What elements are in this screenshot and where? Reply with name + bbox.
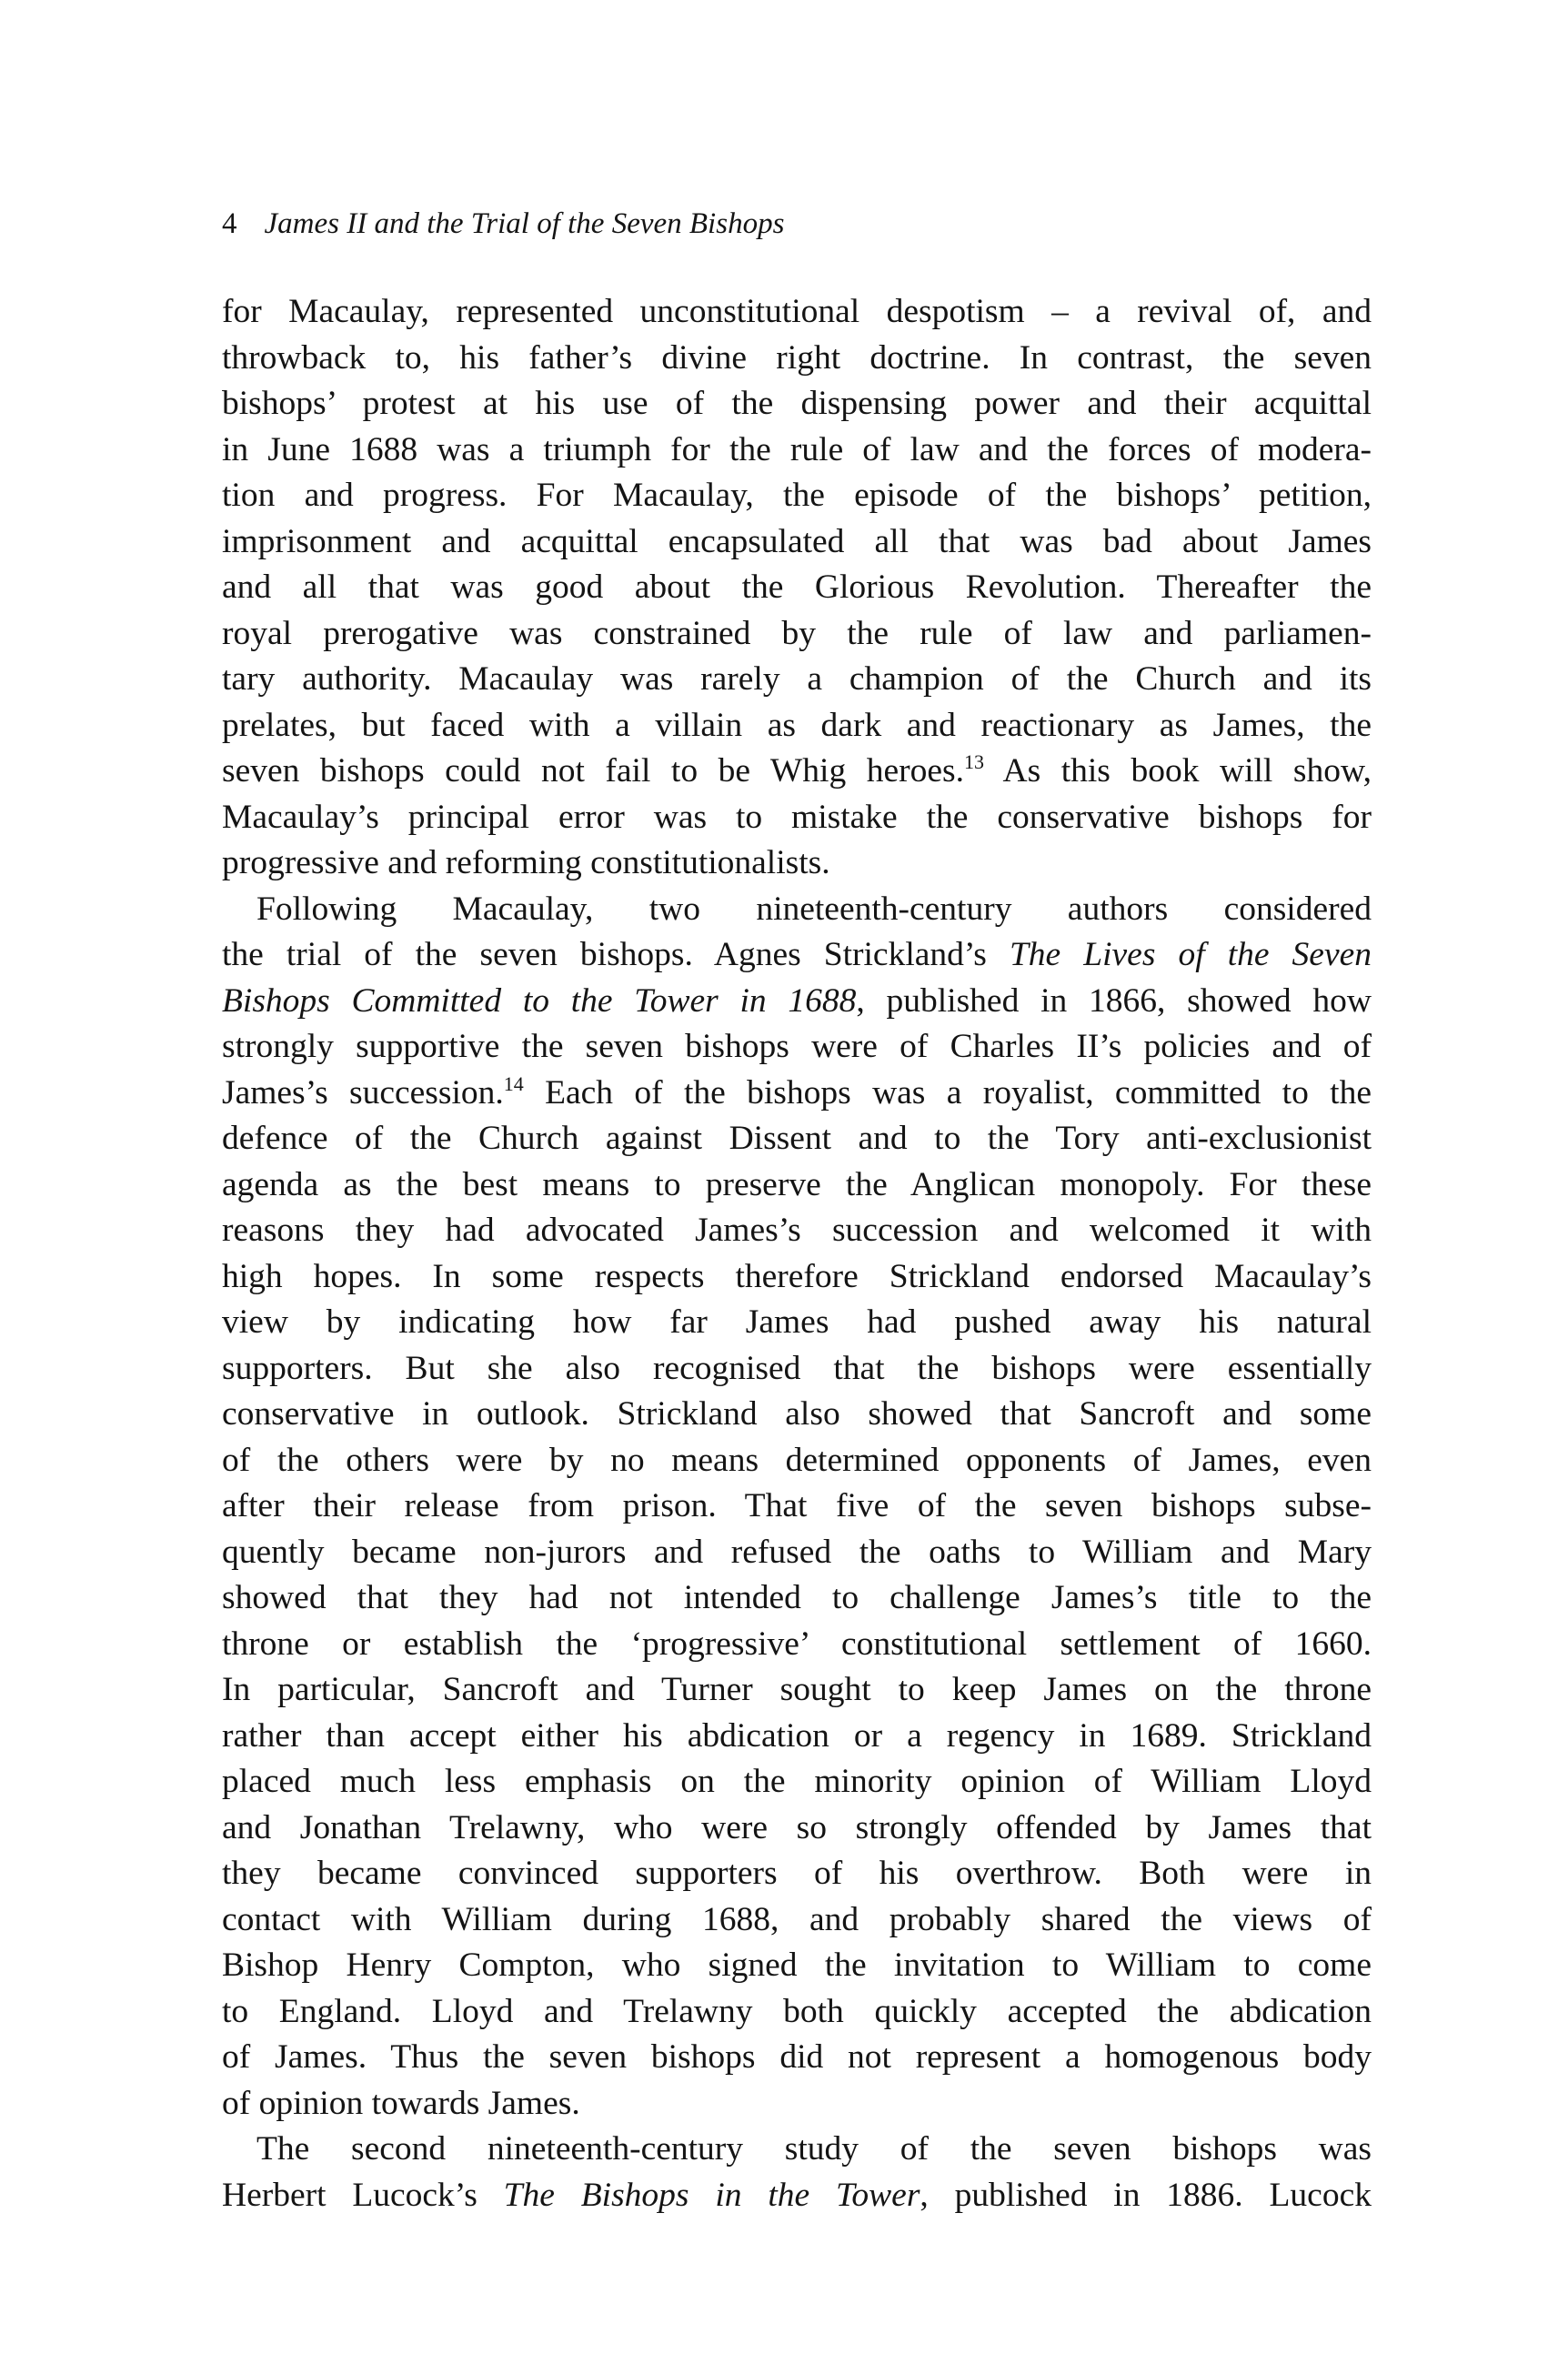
text-segment: seven bishops could not fail to be Whig heroes. [222, 752, 965, 790]
body-text [222, 289, 1372, 2218]
text-line: to England. Lloyd and Trelawny both quickly accepted the abdication [222, 1992, 1372, 2030]
page-number: 4 [222, 207, 237, 240]
text-segment: As this book will show, [984, 752, 1372, 790]
text-segment: James’s succession. [222, 1073, 504, 1112]
text-line [222, 2173, 1372, 2219]
text-line: Macaulay’s principal error was to mistake the conservative bishops for [222, 798, 1372, 836]
text-line: in June 1688 was a triumph for the rule of law and the forces of modera- [222, 430, 1372, 468]
text-segment: the trial of the seven bishops. Agnes Strickland’s [222, 936, 1010, 973]
text-line: rather than accept either his abdication or a regency in 1689. Strickland [222, 1716, 1372, 1755]
text-line: of James. Thus the seven bishops did not represent a homogenous body [222, 2038, 1372, 2076]
text-segment: Herbert Lucock’s [222, 2176, 504, 2214]
text-line: Bishop Henry Compton, who signed the invitation to William to come [222, 1946, 1372, 1984]
text-line: reasons they had advocated James’s succession and welcomed it with [222, 1212, 1372, 1249]
text-line: and all that was good about the Glorious Revolution. Thereafter the [222, 568, 1372, 606]
text-segment: , published in 1866, showed how [856, 981, 1372, 1020]
text-line: prelates, but faced with a villain as dark and reactionary as James, the [222, 706, 1372, 744]
text-segment: Each of the bishops was a royalist, committed to the [523, 1073, 1372, 1112]
text-line: bishops’ protest at his use of the dispensing power and their acquittal [222, 385, 1372, 422]
text-line: tion and progress. For Macaulay, the episode of the bishops’ petition, [222, 477, 1372, 514]
text-line: throne or establish the ‘progressive’ constitutional settlement of 1660. [222, 1625, 1372, 1663]
running-head [222, 202, 784, 246]
footnote-ref-13[interactable]: 13 [964, 750, 985, 773]
text-line [222, 932, 1372, 979]
text-line: throwback to, his father’s divine right doctrine. In contrast, the seven [222, 338, 1372, 377]
text-line: and Jonathan Trelawny, who were so strongly offended by James that [222, 1808, 1372, 1846]
text-line: The second nineteenth-century study of the seven bishops was [256, 2130, 1372, 2168]
running-title: James II and the Trial of the Seven Bishops [264, 207, 785, 240]
text-line: conservative in outlook. Strickland also showed that Sancroft and some [222, 1395, 1372, 1433]
text-line: defence of the Church against Dissent and to the Tory anti-exclusionist [222, 1120, 1372, 1157]
text-line: placed much less emphasis on the minority opinion of William Lloyd [222, 1763, 1372, 1800]
text-line: of the others were by no means determined opponents of James, even [222, 1441, 1372, 1479]
text-line: showed that they had not intended to challenge James’s title to the [222, 1579, 1372, 1616]
book-title-italic: Bishops Committed to the Tower in 1688 [222, 981, 857, 1020]
text-line: strongly supportive the seven bishops were of Charles II’s policies and of [222, 1028, 1372, 1065]
text-line: they became convinced supporters of his overthrow. Both were in [222, 1855, 1372, 1892]
text-line: high hopes. In some respects therefore Strickland endorsed Macaulay’s [222, 1257, 1372, 1295]
book-title-italic: The Lives of the Seven [1009, 936, 1372, 973]
text-line: Following Macaulay, two nineteenth-century authors considered [256, 890, 1372, 928]
text-line [222, 749, 1372, 795]
text-line: supporters. But she also recognised that the bishops were essentially [222, 1349, 1372, 1387]
text-line [222, 979, 1372, 1025]
text-line: agenda as the best means to preserve the Anglican monopoly. For these [222, 1165, 1372, 1203]
text-line: progressive and reforming constitutionalists. [222, 844, 830, 881]
text-line: for Macaulay, represented unconstitutional despotism – a revival of, and [222, 293, 1372, 330]
text-line: after their release from prison. That five of the seven bishops subse- [222, 1487, 1372, 1524]
text-line: royal prerogative was constrained by the rule of law and parliamen- [222, 614, 1372, 652]
text-line: imprisonment and acquittal encapsulated all that was bad about James [222, 522, 1372, 560]
text-line: tary authority. Macaulay was rarely a champion of the Church and its [222, 660, 1372, 698]
text-line: contact with William during 1688, and probably shared the views of [222, 1900, 1372, 1938]
text-line: quently became non-jurors and refused the oaths to William and Mary [222, 1533, 1372, 1571]
text-line: of opinion towards James. [222, 2084, 580, 2122]
text-line: view by indicating how far James had pushed away his natural [222, 1303, 1372, 1341]
footnote-ref-14[interactable]: 14 [503, 1071, 524, 1095]
text-segment: , published in 1886. Lucock [920, 2176, 1372, 2214]
text-line: In particular, Sancroft and Turner sought to keep James on the throne [222, 1671, 1372, 1708]
book-title-italic: The Bishops in the Tower [503, 2176, 920, 2214]
text-line [222, 1071, 1372, 1117]
